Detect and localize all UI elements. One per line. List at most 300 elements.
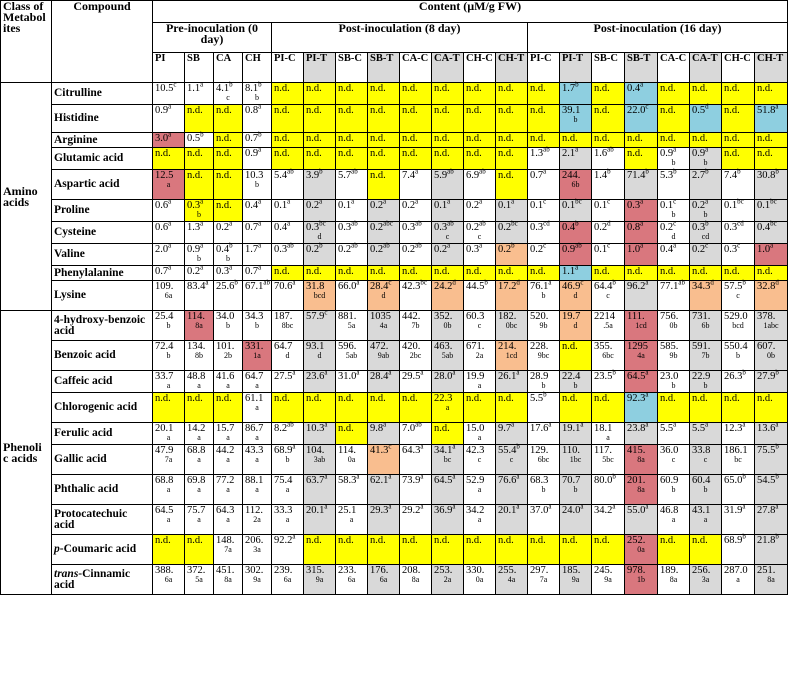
value-cell: 29.3$^a$ [368, 505, 400, 535]
value-cell: 529.0 bcd [722, 311, 755, 341]
value-cell: 21.8$^b$ [755, 535, 788, 565]
value-cell: 62.1$^a$ [368, 475, 400, 505]
value-cell: 0.9$^a$ b [185, 244, 214, 266]
value-cell: n.d. [722, 83, 755, 105]
compound-cell: Gallic acid [52, 445, 153, 475]
value-cell: n.d. [690, 393, 722, 423]
value-cell: n.d. [496, 148, 528, 170]
value-cell: 214. 1cd [496, 341, 528, 371]
value-cell: 0.3$^{cd}$ [722, 222, 755, 244]
value-cell: 129. 6bc [528, 445, 560, 475]
value-cell: 64.3$^a$ [400, 445, 432, 475]
value-cell: 58.3$^a$ [336, 475, 368, 505]
value-cell: 0.2$^{ab}$ c [464, 222, 496, 244]
value-cell: 76.1$^a$ b [528, 281, 560, 311]
value-cell: 39.1 b [560, 105, 592, 133]
subcol-header: SB [185, 53, 214, 83]
value-cell: n.d. [560, 341, 592, 371]
value-cell: 148. 7a [214, 535, 243, 565]
table-row [1, 200, 788, 222]
value-cell: 1.7$^a$ [243, 244, 272, 266]
value-cell: 33.3 a [272, 505, 304, 535]
value-cell: 77.1$^{ab}$ [658, 281, 690, 311]
value-cell: n.d. [214, 200, 243, 222]
value-cell: 64.7 a [243, 371, 272, 393]
value-cell: 36.9$^a$ [432, 505, 464, 535]
value-cell: n.d. [755, 83, 788, 105]
value-cell: 75.4 a [272, 475, 304, 505]
value-cell: 41.6 a [214, 371, 243, 393]
value-cell: 2214 .5a [592, 311, 625, 341]
value-cell: 5.3$^b$ [658, 170, 690, 200]
value-cell: 28.4$^a$ [368, 371, 400, 393]
value-cell: n.d. [592, 133, 625, 148]
value-cell: 245. 9a [592, 565, 625, 595]
subcol-header: CH-T [755, 53, 788, 83]
value-cell: 0.3$^c$ [722, 244, 755, 266]
value-cell: 109. 6a [153, 281, 185, 311]
value-cell: 550.4 b [722, 341, 755, 371]
value-cell: 0.2$^c$ d [658, 222, 690, 244]
value-cell: 252. 0a [625, 535, 658, 565]
value-cell: 881. 5a [336, 311, 368, 341]
value-cell: n.d. [336, 266, 368, 281]
value-cell: n.d. [336, 83, 368, 105]
value-cell: 233. 6a [336, 565, 368, 595]
subcol-header: SB-T [625, 53, 658, 83]
value-cell: 114. 8a [185, 311, 214, 341]
value-cell: n.d. [336, 148, 368, 170]
value-cell: 0.3$^b$ cd [690, 222, 722, 244]
table-row [1, 535, 788, 565]
value-cell: n.d. [368, 133, 400, 148]
value-cell: 0.2$^a$ [368, 200, 400, 222]
value-cell: 96.2$^a$ [625, 281, 658, 311]
subcol-header: CH-C [722, 53, 755, 83]
content-header: Content (µM/g FW) [153, 1, 788, 23]
value-cell: 442. 7b [400, 311, 432, 341]
value-cell: n.d. [592, 105, 625, 133]
subcol-header: PI-C [528, 53, 560, 83]
value-cell: 57.9$^c$ [304, 311, 336, 341]
value-cell: 70.6$^a$ [272, 281, 304, 311]
value-cell: 17.6$^a$ [528, 423, 560, 445]
value-cell: 28.9 b [528, 371, 560, 393]
value-cell: 28.0$^a$ [432, 371, 464, 393]
value-cell: 596. 5ab [336, 341, 368, 371]
value-cell: 0.3$^a$ [625, 200, 658, 222]
value-cell: 0.4$^a$ [658, 244, 690, 266]
value-cell: 0.1$^{bc}$ [560, 200, 592, 222]
value-cell: n.d. [528, 535, 560, 565]
value-cell: n.d. [755, 133, 788, 148]
compound-cell: Arginine [52, 133, 153, 148]
value-cell: 0.3$^{ab}$ c [432, 222, 464, 244]
value-cell: 67.1$^{ab}$ [243, 281, 272, 311]
value-cell: 5.7$^{ab}$ [336, 170, 368, 200]
value-cell: 5.5$^a$ [658, 423, 690, 445]
value-cell: 88.1 a [243, 475, 272, 505]
class-cell: Amino acids [1, 83, 52, 311]
value-cell: 37.0$^a$ [528, 505, 560, 535]
value-cell: 185. 9a [560, 565, 592, 595]
value-cell: 520. 9b [528, 311, 560, 341]
value-cell: 253. 2a [432, 565, 464, 595]
value-cell: n.d. [690, 133, 722, 148]
value-cell: n.d. [625, 133, 658, 148]
value-cell: 31.0$^a$ [336, 371, 368, 393]
value-cell: 3.0$^a$ [153, 133, 185, 148]
value-cell: 43.3 a [243, 445, 272, 475]
value-cell: 23.5$^b$ [592, 371, 625, 393]
value-cell: 671. 2a [464, 341, 496, 371]
subcol-header: CA-C [400, 53, 432, 83]
value-cell: 15.0 a [464, 423, 496, 445]
value-cell: n.d. [336, 535, 368, 565]
value-cell: 0.9$^a$ [243, 148, 272, 170]
value-cell: 256. 3a [690, 565, 722, 595]
value-cell: 54.5$^b$ [755, 475, 788, 505]
value-cell: 23.0 b [658, 371, 690, 393]
subcol-header: SB-T [368, 53, 400, 83]
compound-cell: Citrulline [52, 83, 153, 105]
group-header-post-16: Post-inoculation (16 day) [528, 23, 788, 53]
value-cell: n.d. [400, 393, 432, 423]
value-cell: n.d. [755, 148, 788, 170]
value-cell: n.d. [400, 148, 432, 170]
value-cell: n.d. [625, 148, 658, 170]
compound-cell: Glutamic acid [52, 148, 153, 170]
value-cell: 7.0$^{ab}$ [400, 423, 432, 445]
subcol-header: CA [214, 53, 243, 83]
compound-cell: p-Coumaric acid [52, 535, 153, 565]
compound-cell: Chlorogenic acid [52, 393, 153, 423]
value-cell: n.d. [592, 393, 625, 423]
value-cell: n.d. [304, 535, 336, 565]
value-cell: 388. 6a [153, 565, 185, 595]
value-cell: 0.6$^a$ [153, 222, 185, 244]
value-cell: 0.4$^b$ b [214, 244, 243, 266]
compound-cell: Protocatechuic acid [52, 505, 153, 535]
value-cell: n.d. [464, 535, 496, 565]
value-cell: 1.0$^a$ [625, 244, 658, 266]
value-cell: 22.3 a [432, 393, 464, 423]
value-cell: n.d. [560, 535, 592, 565]
value-cell: 23.6$^a$ [304, 371, 336, 393]
value-cell: 355. 6bc [592, 341, 625, 371]
subcol-header: CH [243, 53, 272, 83]
table-row [1, 281, 788, 311]
value-cell: 64.3 a [214, 505, 243, 535]
value-cell: 0.9$^a$ [153, 105, 185, 133]
value-cell: 112. 2a [243, 505, 272, 535]
value-cell: 66.0$^a$ [336, 281, 368, 311]
value-cell: 65.0$^b$ [722, 475, 755, 505]
value-cell: n.d. [214, 170, 243, 200]
value-cell: n.d. [400, 133, 432, 148]
value-cell: 26.1$^a$ [496, 371, 528, 393]
value-cell: 34.2$^a$ [592, 505, 625, 535]
value-cell: 2.0$^a$ [153, 244, 185, 266]
value-cell: n.d. [272, 133, 304, 148]
value-cell: 34.3 b [243, 311, 272, 341]
value-cell: 0.1$^{bc}$ [755, 200, 788, 222]
value-cell: 25.6$^b$ [214, 281, 243, 311]
value-cell: 0.3$^{ab}$ [336, 222, 368, 244]
table-row [1, 170, 788, 200]
value-cell: n.d. [272, 105, 304, 133]
value-cell: 0.5$^d$ [690, 105, 722, 133]
value-cell: 0.3$^{cd}$ [528, 222, 560, 244]
table-row [1, 105, 788, 133]
compound-cell: Valine [52, 244, 153, 266]
value-cell: n.d. [432, 148, 464, 170]
table-row [1, 393, 788, 423]
value-cell: 287.0 a [722, 565, 755, 595]
value-cell: 0.3$^{ab}$ [272, 244, 304, 266]
value-cell: 451. 8a [214, 565, 243, 595]
value-cell: 0.9$^a$ b [690, 148, 722, 170]
value-cell: 607. 0b [755, 341, 788, 371]
value-cell: 0.1$^a$ [336, 200, 368, 222]
value-cell: n.d. [464, 105, 496, 133]
subcol-header: SB-C [336, 53, 368, 83]
value-cell: 29.2$^a$ [400, 505, 432, 535]
value-cell: 60.4 b [690, 475, 722, 505]
value-cell: 0.7$^b$ [243, 133, 272, 148]
value-cell: 352. 0b [432, 311, 464, 341]
table-row [1, 311, 788, 341]
value-cell: 92.2$^a$ [272, 535, 304, 565]
value-cell: 17.2$^d$ [496, 281, 528, 311]
value-cell: 28.4$^c$ d [368, 281, 400, 311]
value-cell: n.d. [690, 83, 722, 105]
value-cell: 0.4$^a$ [272, 222, 304, 244]
value-cell: 29.5$^a$ [400, 371, 432, 393]
value-cell: 12.5 a [153, 170, 185, 200]
value-cell: 8.1$^b$ b [243, 83, 272, 105]
value-cell: 55.0$^a$ [625, 505, 658, 535]
value-cell: n.d. [722, 393, 755, 423]
value-cell: 13.6$^a$ [755, 423, 788, 445]
subcol-header: CA-T [432, 53, 464, 83]
value-cell: n.d. [272, 83, 304, 105]
value-cell: 372. 5a [185, 565, 214, 595]
value-cell: 0.2$^b$ [496, 244, 528, 266]
value-cell: n.d. [592, 266, 625, 281]
value-cell: 0.3$^a$ [214, 266, 243, 281]
value-cell: 31.8 bcd [304, 281, 336, 311]
value-cell: 64.5$^a$ [625, 371, 658, 393]
value-cell: 36.0 c [658, 445, 690, 475]
value-cell: n.d. [304, 83, 336, 105]
value-cell: n.d. [400, 83, 432, 105]
value-cell: 42.3$^{bc}$ [400, 281, 432, 311]
value-cell: 0.4$^{bc}$ [755, 222, 788, 244]
compound-cell: Caffeic acid [52, 371, 153, 393]
value-cell: n.d. [368, 393, 400, 423]
value-cell: 8.2$^{ab}$ [272, 423, 304, 445]
value-cell: 201. 8a [625, 475, 658, 505]
value-cell: 22.9 b [690, 371, 722, 393]
value-cell: 51.8$^a$ [755, 105, 788, 133]
value-cell: n.d. [336, 105, 368, 133]
value-cell: 415. 8a [625, 445, 658, 475]
value-cell: n.d. [432, 535, 464, 565]
value-cell: 46.9$^c$ d [560, 281, 592, 311]
value-cell: 68.8 a [153, 475, 185, 505]
value-cell: 9.7$^a$ [496, 423, 528, 445]
value-cell: 110. 1bc [560, 445, 592, 475]
value-cell: 34.3$^d$ [690, 281, 722, 311]
value-cell: 27.8$^a$ [755, 505, 788, 535]
value-cell: n.d. [625, 266, 658, 281]
value-cell: 330. 0a [464, 565, 496, 595]
value-cell: n.d. [304, 148, 336, 170]
value-cell: n.d. [528, 105, 560, 133]
value-cell: n.d. [496, 133, 528, 148]
value-cell: 68.9$^b$ [722, 535, 755, 565]
value-cell: 57.5$^b$ c [722, 281, 755, 311]
value-cell: 64.5 a [153, 505, 185, 535]
value-cell: 0.8$^a$ [625, 222, 658, 244]
value-cell: 72.4 b [153, 341, 185, 371]
value-cell: 34.2 a [464, 505, 496, 535]
value-cell: 19.9 a [464, 371, 496, 393]
value-cell: 20.1$^a$ [496, 505, 528, 535]
value-cell: 255. 4a [496, 565, 528, 595]
value-cell: n.d. [690, 266, 722, 281]
compound-cell: Ferulic acid [52, 423, 153, 445]
value-cell: 0.2$^a$ [432, 244, 464, 266]
value-cell: 20.1 a [153, 423, 185, 445]
subcol-header: CA-T [690, 53, 722, 83]
compound-cell: 4-hydroxy-benzoic acid [52, 311, 153, 341]
value-cell: n.d. [368, 266, 400, 281]
value-cell: n.d. [560, 393, 592, 423]
value-cell: 0.4$^a$ [243, 200, 272, 222]
value-cell: n.d. [722, 105, 755, 133]
value-cell: 117. 5bc [592, 445, 625, 475]
value-cell: 176. 6a [368, 565, 400, 595]
value-cell: 0.2$^{abc}$ [368, 222, 400, 244]
value-cell: 189. 8a [658, 565, 690, 595]
value-cell: 15.7 a [214, 423, 243, 445]
value-cell: 92.3$^a$ [625, 393, 658, 423]
value-cell: 1.4$^b$ [592, 170, 625, 200]
value-cell: n.d. [722, 133, 755, 148]
value-cell: 0.9$^a$ b [658, 148, 690, 170]
value-cell: 331. 1a [243, 341, 272, 371]
value-cell: 0.7$^a$ [243, 266, 272, 281]
value-cell: n.d. [464, 133, 496, 148]
value-cell: 101. 2b [214, 341, 243, 371]
value-cell: n.d. [496, 266, 528, 281]
value-cell: 0.3$^a$ [464, 244, 496, 266]
value-cell: 23.8$^a$ [625, 423, 658, 445]
value-cell: n.d. [336, 133, 368, 148]
value-cell: n.d. [304, 133, 336, 148]
value-cell: n.d. [722, 148, 755, 170]
table-row [1, 505, 788, 535]
value-cell: n.d. [153, 148, 185, 170]
value-cell: 0.2$^{ab}$ [368, 244, 400, 266]
value-cell: 182. 0bc [496, 311, 528, 341]
value-cell: 228. 9bc [528, 341, 560, 371]
value-cell: 0.4$^b$ [560, 222, 592, 244]
value-cell: n.d. [272, 393, 304, 423]
value-cell: 114. 0a [336, 445, 368, 475]
value-cell: 52.9 a [464, 475, 496, 505]
value-cell: n.d. [658, 105, 690, 133]
value-cell: 5.5$^a$ [690, 423, 722, 445]
value-cell: 60.9 b [658, 475, 690, 505]
value-cell: 0.3$^a$ b [185, 200, 214, 222]
value-cell: 70.7 b [560, 475, 592, 505]
value-cell: 43.1 a [690, 505, 722, 535]
value-cell: 0.7$^a$ [153, 266, 185, 281]
value-cell: 978. 1b [625, 565, 658, 595]
value-cell: 19.7 d [560, 311, 592, 341]
value-cell: 0.2$^a$ [214, 222, 243, 244]
value-cell: 71.4$^b$ [625, 170, 658, 200]
value-cell: n.d. [185, 393, 214, 423]
value-cell: 244. 6b [560, 170, 592, 200]
value-cell: 41.3$^c$ [368, 445, 400, 475]
value-cell: 2.1$^a$ [560, 148, 592, 170]
value-cell: n.d. [528, 133, 560, 148]
value-cell: 48.8 a [185, 371, 214, 393]
value-cell: n.d. [185, 148, 214, 170]
value-cell: 14.2 a [185, 423, 214, 445]
value-cell: n.d. [755, 393, 788, 423]
value-cell: n.d. [722, 266, 755, 281]
value-cell: 27.5$^a$ [272, 371, 304, 393]
value-cell: 0.1$^a$ [272, 200, 304, 222]
value-cell: 104. 3ab [304, 445, 336, 475]
value-cell: 10.3$^a$ [304, 423, 336, 445]
value-cell: 12.3$^a$ [722, 423, 755, 445]
value-cell: 44.2 a [214, 445, 243, 475]
compound-cell: Cysteine [52, 222, 153, 244]
compound-cell: Lysine [52, 281, 153, 311]
value-cell: 0.2$^d$ [592, 222, 625, 244]
value-cell: n.d. [214, 105, 243, 133]
value-cell: n.d. [336, 423, 368, 445]
value-cell: 68.9$^a$ b [272, 445, 304, 475]
value-cell: n.d. [560, 133, 592, 148]
value-cell: 187. 8bc [272, 311, 304, 341]
value-cell: n.d. [272, 266, 304, 281]
value-cell: 34.1$^a$ bc [432, 445, 464, 475]
compound-cell: trans-Cinnamic acid [52, 565, 153, 595]
group-header-pre: Pre-inoculation (0 day) [153, 23, 272, 53]
value-cell: 60.3 c [464, 311, 496, 341]
value-cell: 0.2$^a$ [185, 266, 214, 281]
value-cell: 251. 8a [755, 565, 788, 595]
value-cell: 315. 9a [304, 565, 336, 595]
value-cell: n.d. [658, 266, 690, 281]
table-row [1, 445, 788, 475]
value-cell: 0.1$^c$ b [658, 200, 690, 222]
value-cell: n.d. [755, 266, 788, 281]
value-cell: 77.2 a [214, 475, 243, 505]
subcol-header: PI [153, 53, 185, 83]
value-cell: 1.1$^a$ [560, 266, 592, 281]
value-cell: 76.6$^a$ [496, 475, 528, 505]
table-row [1, 133, 788, 148]
value-cell: 47.9 7a [153, 445, 185, 475]
